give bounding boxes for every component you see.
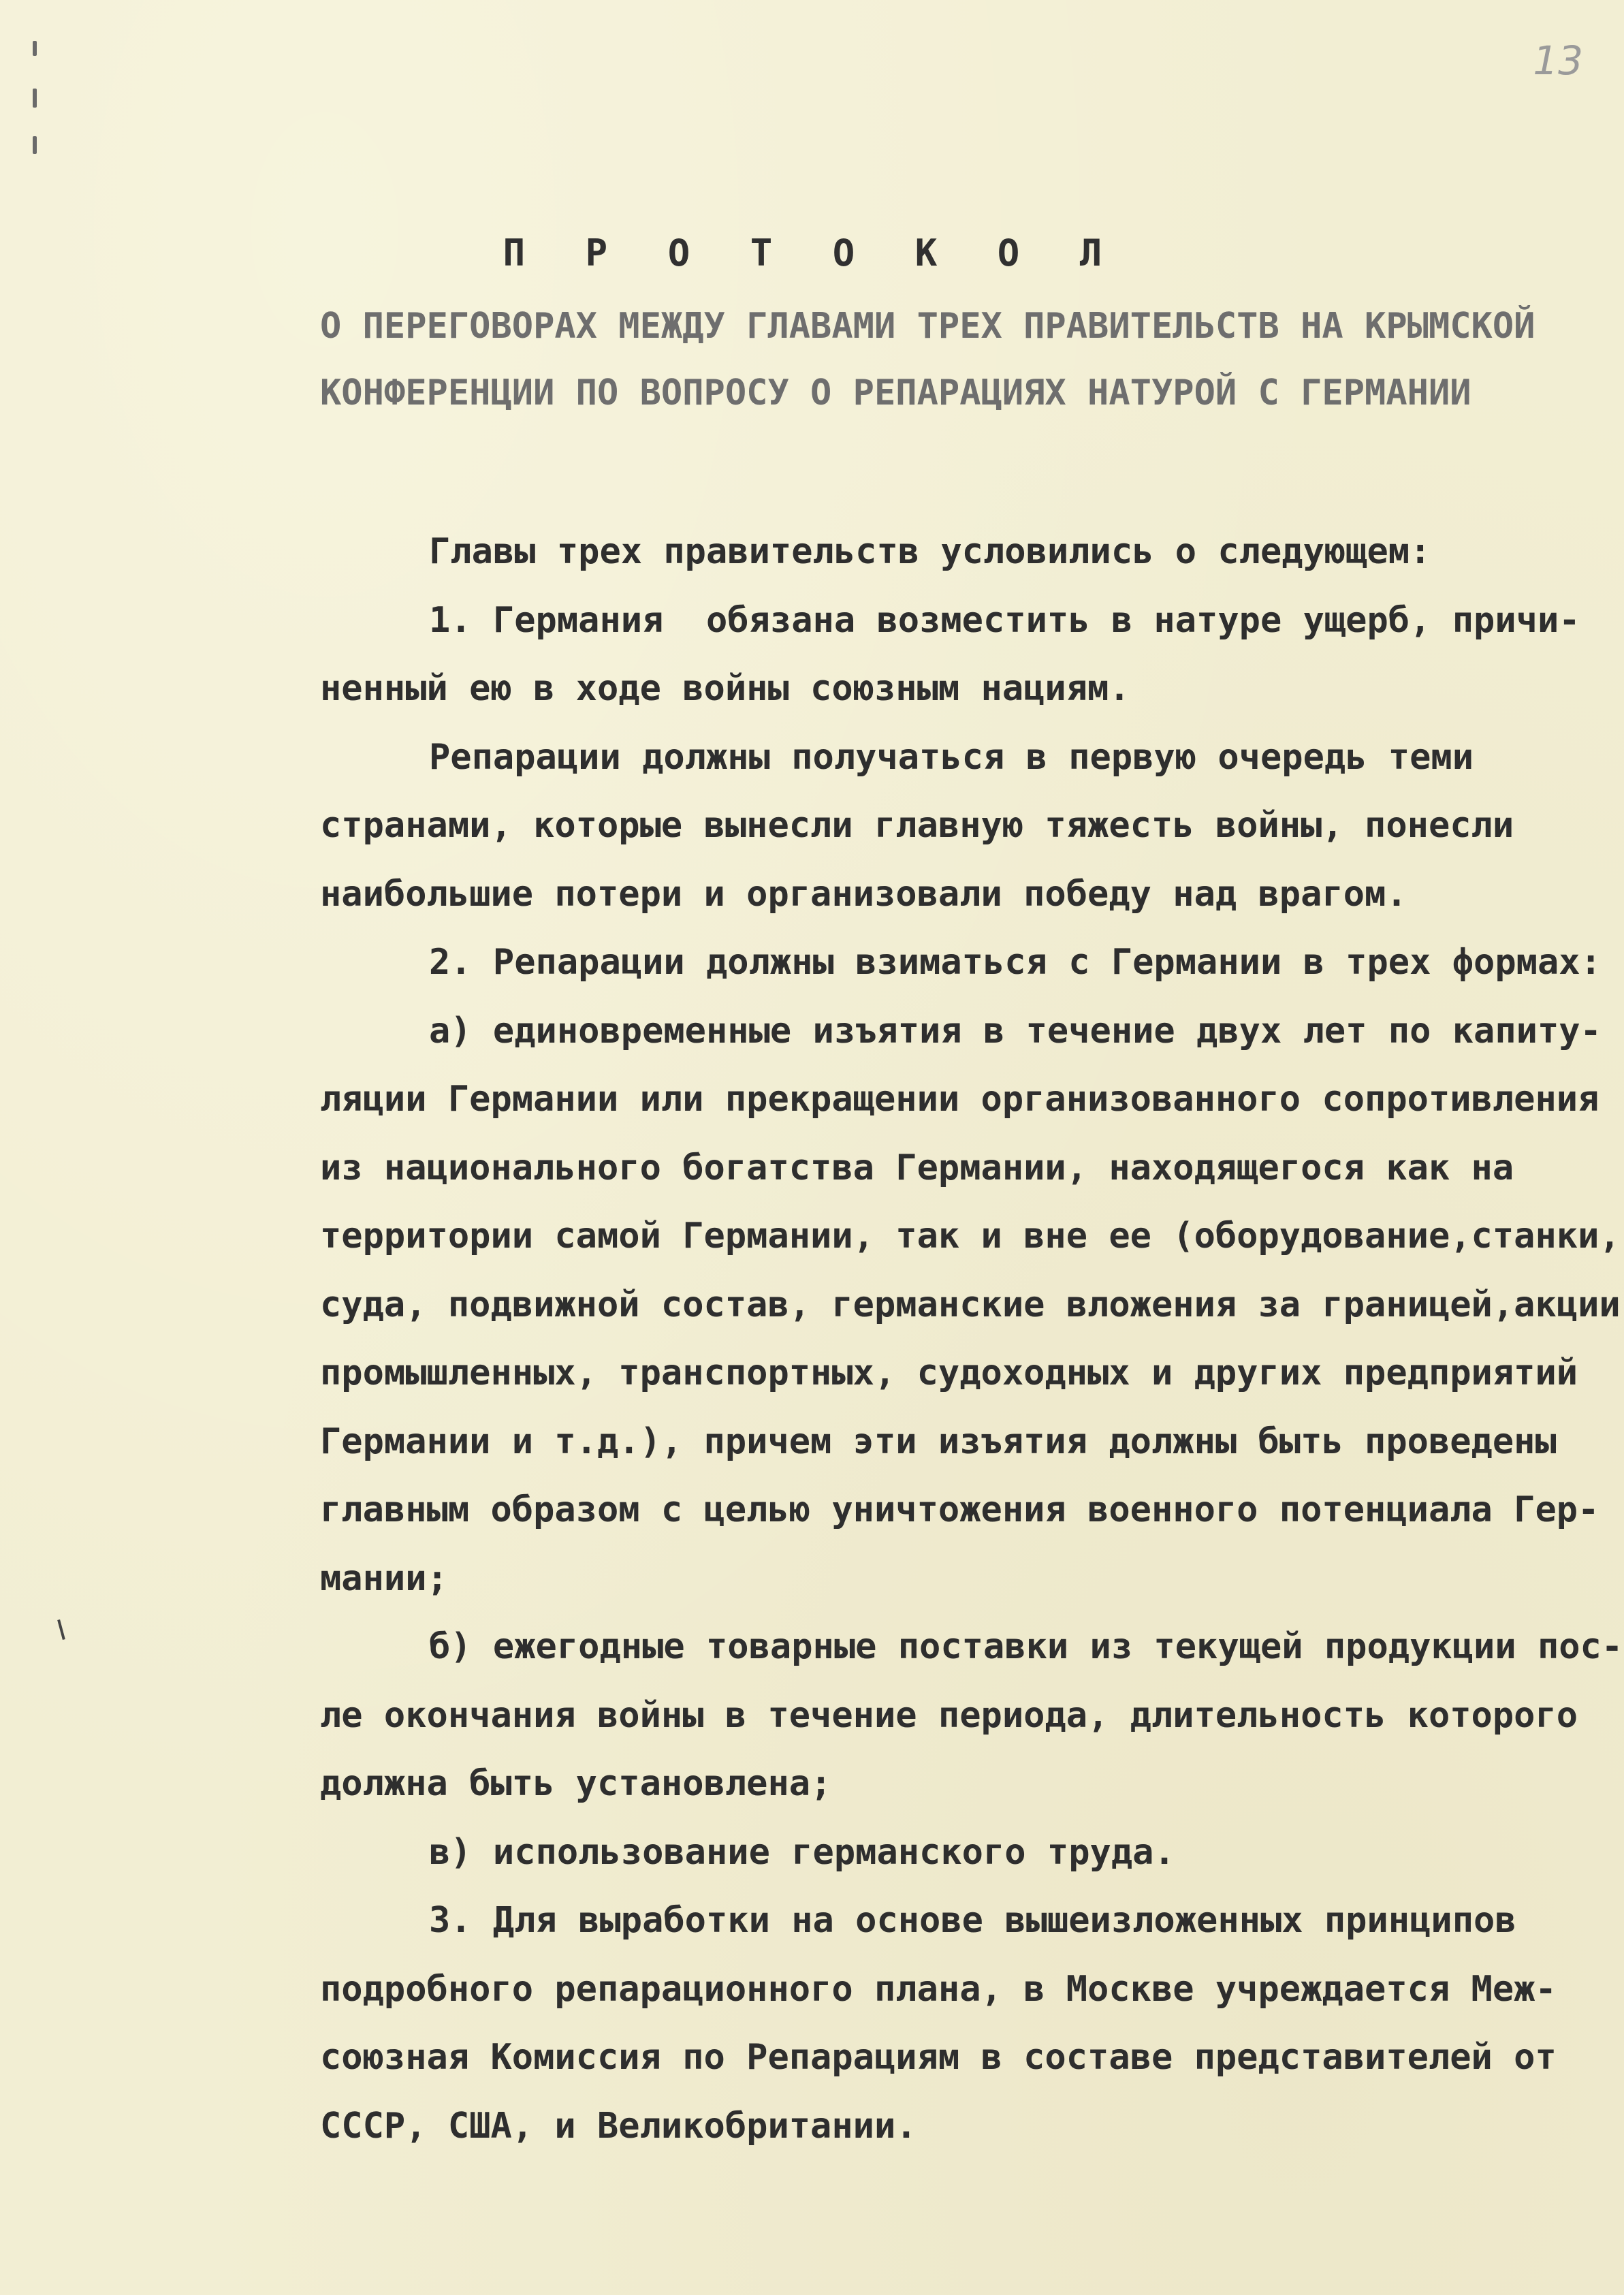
document-title: П Р О Т О К О Л [503, 232, 1121, 274]
body-line: Репарации должны получаться в первую очередь теми [429, 736, 1474, 778]
body-line: Главы трех правительств условились о следующем: [429, 531, 1431, 572]
body-line: ляции Германии или прекращении организованного сопротивления [320, 1079, 1599, 1120]
body-line: союзная Комиссия по Репарациям в составе представителей от [320, 2037, 1557, 2078]
document-subtitle [320, 293, 1546, 426]
body-line: 1. Германия обязана возместить в натуре ущерб, причи- [429, 599, 1580, 641]
body-line: б) ежегодные товарные поставки из текущей продукции пос- [429, 1626, 1623, 1667]
body-line: ненный ею в ходе войны союзным нациям. [320, 668, 1130, 709]
body-line: главным образом с целью уничтожения военного потенциала Гер- [320, 1489, 1599, 1530]
subtitle-line: КОНФЕРЕНЦИИ ПО ВОПРОСУ О РЕПАРАЦИЯХ НАТУРОЙ С ГЕРМАНИИ [320, 373, 1471, 413]
edge-mark [57, 1619, 65, 1640]
body-line: ле окончания войны в течение периода, длительность которого [320, 1694, 1578, 1736]
subtitle-line: О ПЕРЕГОВОРАХ МЕЖДУ ГЛАВАМИ ТРЕХ ПРАВИТЕЛЬСТВ НА КРЫМСКОЙ [320, 306, 1535, 347]
document-body [320, 518, 1623, 2160]
body-line: территории самой Германии, так и вне ее (оборудование,станки, [320, 1216, 1621, 1256]
body-line: мании; [320, 1557, 448, 1599]
body-line: из национального богатства Германии, находящегося как на [320, 1147, 1514, 1188]
body-line: наибольшие потери и организовали победу над врагом. [320, 873, 1407, 915]
page-number: 13 [1533, 37, 1583, 84]
body-line: странами, которые вынесли главную тяжесть войны, понесли [320, 805, 1514, 846]
body-line: подробного репарационного плана, в Москве учреждается Меж- [320, 1968, 1557, 2010]
body-line: СССР, США, и Великобритании. [320, 2105, 917, 2147]
punch-marks [27, 41, 48, 170]
body-line: промышленных, транспортных, судоходных и других предприятий [320, 1352, 1578, 1393]
body-line: а) единовременные изъятия в течение двух лет по капиту- [429, 1010, 1602, 1051]
body-line: в) использование германского труда. [429, 1831, 1175, 1873]
body-line: суда, подвижной состав, германские вложения за границей,акции [320, 1284, 1621, 1325]
body-line: 2. Репарации должны взиматься с Германии в трех формах: [429, 942, 1602, 983]
body-line: 3. Для выработки на основе вышеизложенных принципов [429, 1900, 1516, 1941]
body-line: должна быть установлена; [320, 1763, 832, 1804]
body-line: Германии и т.д.), причем эти изъятия должны быть проведены [320, 1421, 1557, 1462]
